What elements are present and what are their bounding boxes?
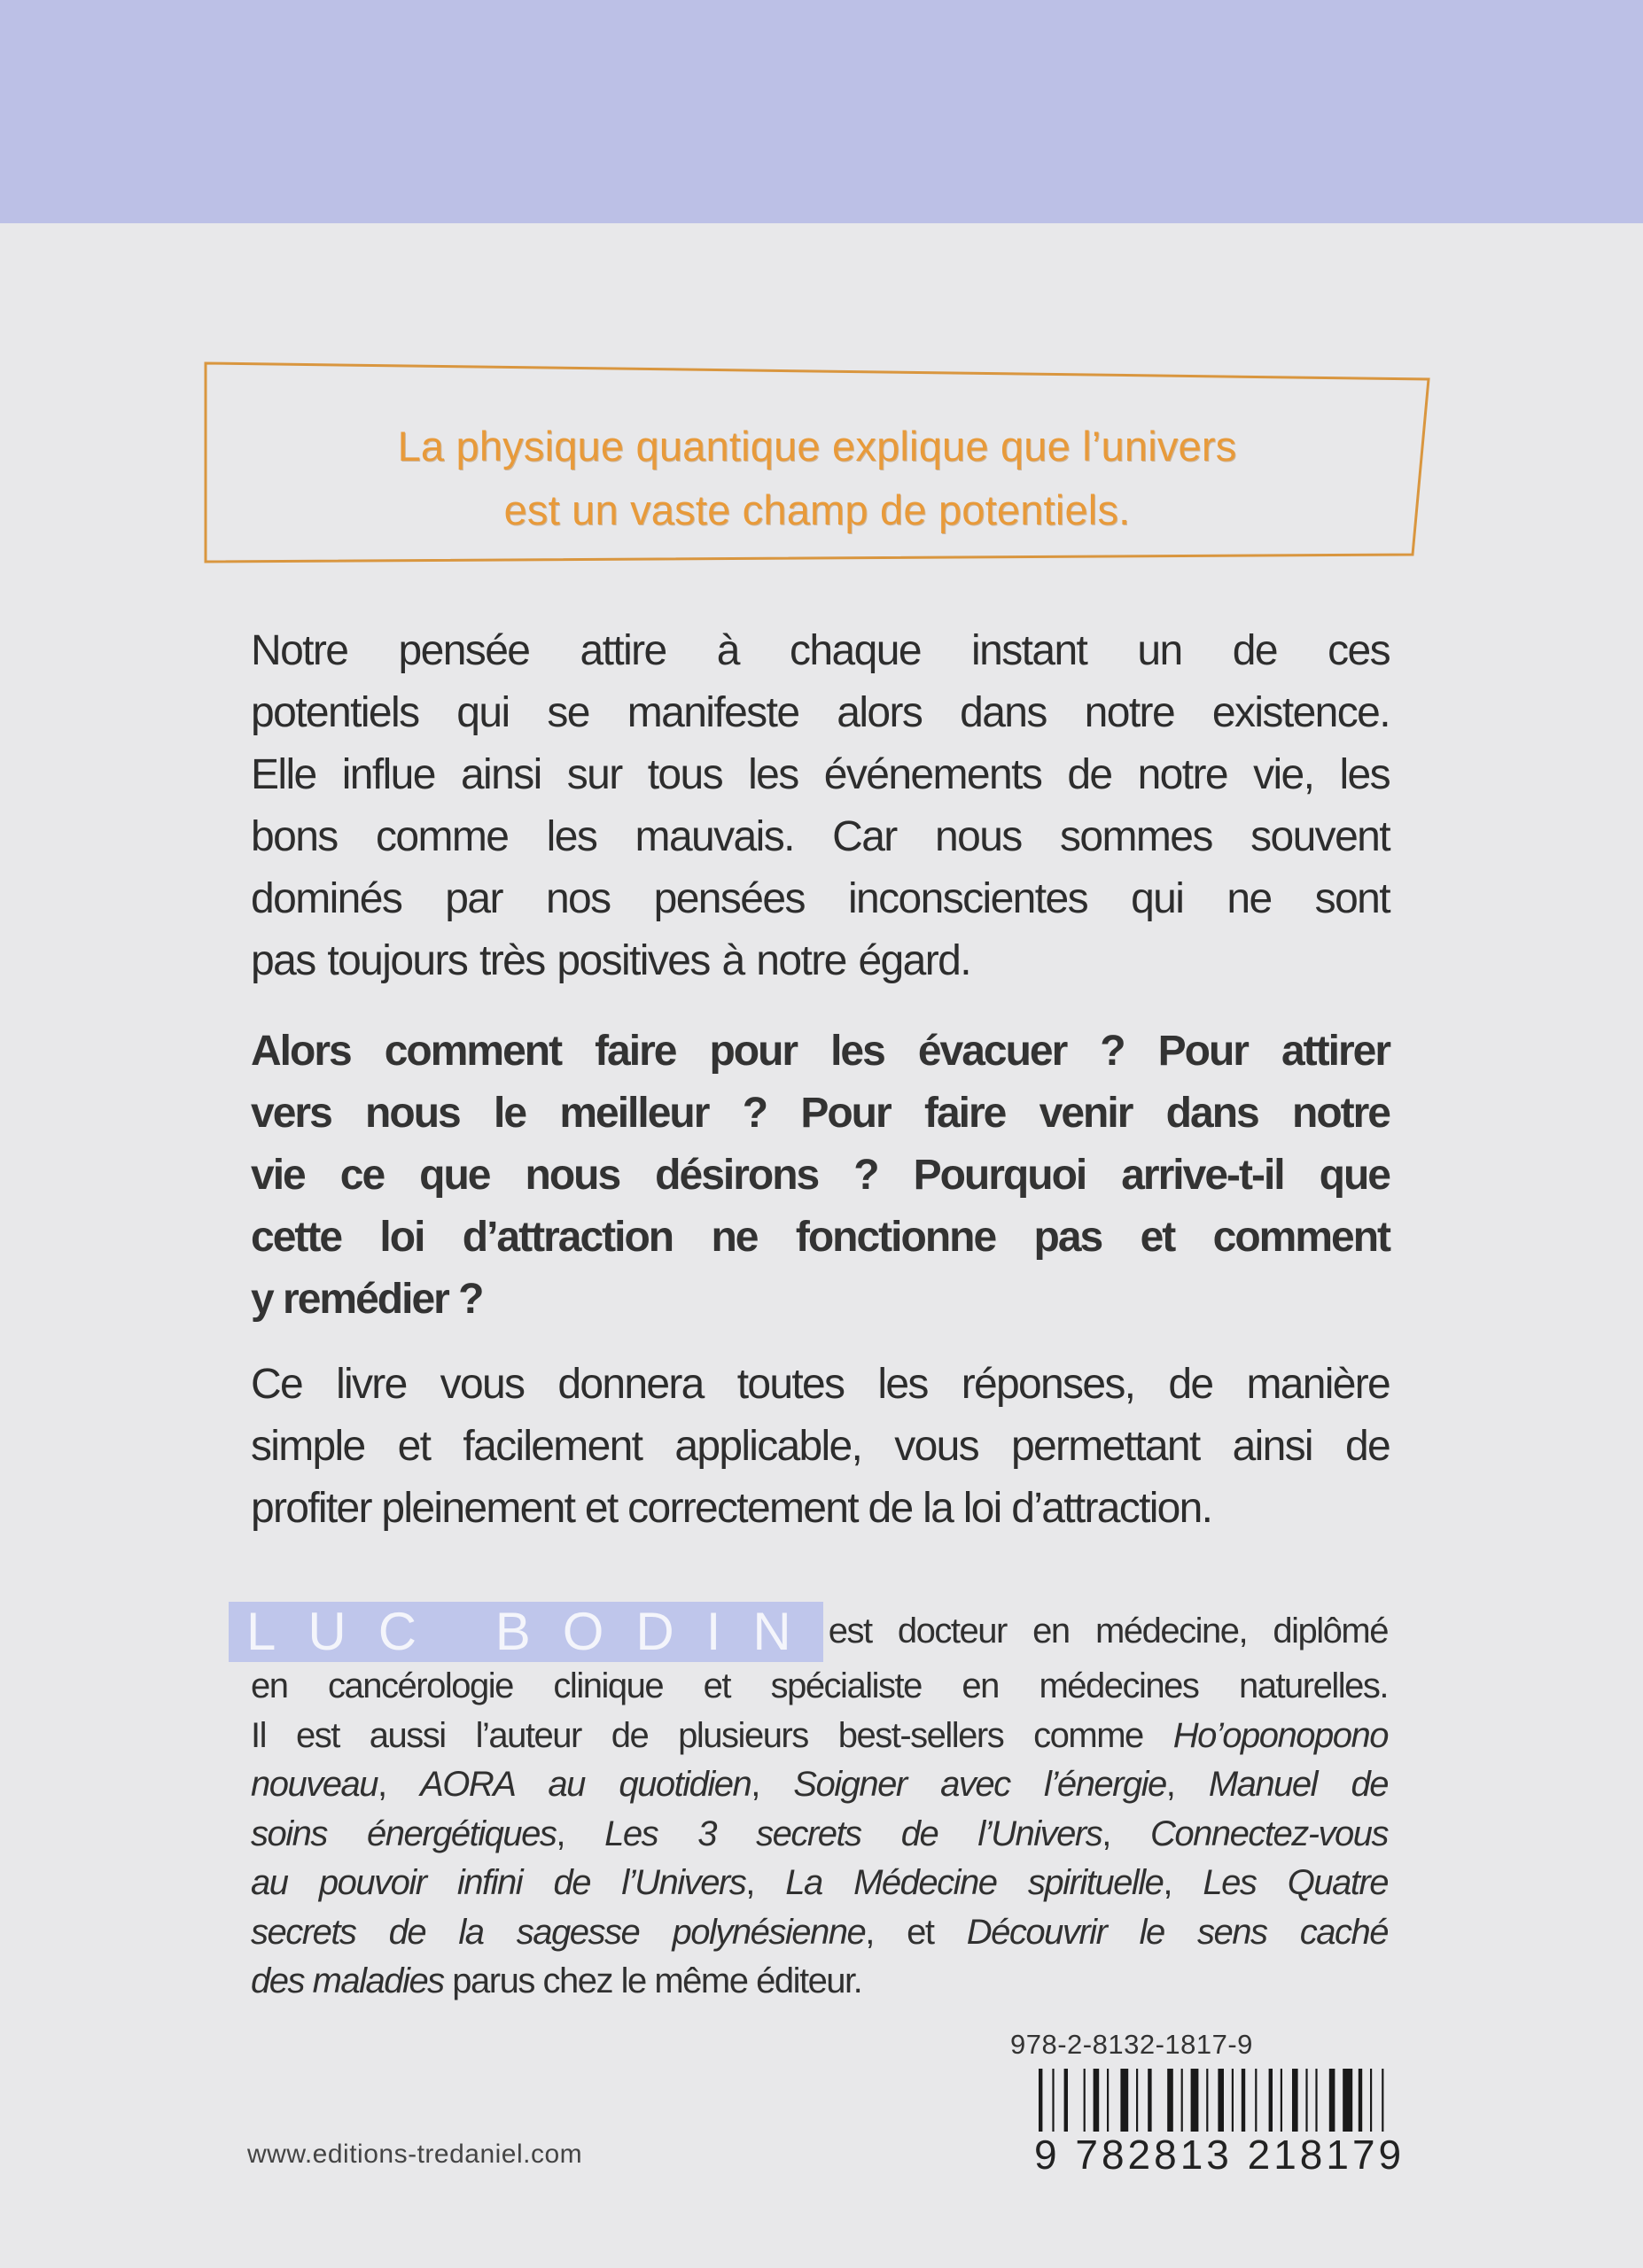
barcode-bar bbox=[1359, 2069, 1362, 2132]
barcode-bar bbox=[1094, 2069, 1100, 2132]
quote-text bbox=[206, 415, 1429, 542]
book-title: AORA au quotidien bbox=[420, 1765, 751, 1804]
barcode-digits-text: 9 782813 218179 bbox=[1034, 2132, 1406, 2178]
barcode-bar bbox=[1107, 2069, 1109, 2132]
top-color-band bbox=[0, 0, 1643, 223]
barcode-bar bbox=[1084, 2069, 1086, 2132]
barcode-bar bbox=[1255, 2069, 1257, 2132]
book-title: au pouvoir infini de l’Univers bbox=[251, 1863, 746, 1902]
text-line: y remédier ? bbox=[251, 1276, 483, 1323]
separator: , bbox=[745, 1863, 786, 1902]
barcode-bar bbox=[1292, 2069, 1298, 2132]
bio-text: est docteur en médecine, diplômé bbox=[828, 1612, 1388, 1651]
bio-text: Il est aussi l’auteur de plusieurs best-sellers comme bbox=[251, 1715, 1173, 1755]
text-line: profiter pleinement et correctement de la loi d’attraction. bbox=[251, 1485, 1212, 1532]
text-line: Elle influe ainsi sur tous les événements de notre vie, les bbox=[251, 751, 1390, 798]
barcode-bar bbox=[1281, 2069, 1282, 2132]
barcode-bar bbox=[1120, 2069, 1128, 2132]
book-title: Manuel de bbox=[1208, 1765, 1388, 1804]
book-title: Découvrir le sens caché bbox=[966, 1912, 1388, 1952]
bio-line bbox=[251, 1908, 1388, 1958]
text-line: dominés par nos pensées inconscientes qui ne sont bbox=[251, 875, 1390, 922]
barcode-bar bbox=[1305, 2069, 1307, 2132]
barcode-bar bbox=[1167, 2069, 1173, 2132]
author-name-tag: LUC BODIN bbox=[229, 1602, 823, 1662]
barcode-bar bbox=[1064, 2069, 1068, 2132]
barcode-bar bbox=[1218, 2069, 1224, 2132]
bio-line: en cancérologie clinique et spécialiste en médecines naturelles. bbox=[251, 1666, 1388, 1705]
separator: , bbox=[556, 1814, 605, 1853]
book-title: soins énergétiques bbox=[251, 1814, 557, 1853]
text-line: cette loi d’attraction ne fonctionne pas et comment bbox=[251, 1214, 1390, 1261]
text-line: simple et facilement applicable, vous permettant ainsi de bbox=[251, 1423, 1390, 1470]
separator: , bbox=[1163, 1863, 1203, 1902]
bio-text: parus chez le même éditeur. bbox=[443, 1961, 862, 2000]
bio-line bbox=[251, 1957, 1388, 2007]
barcode-bar bbox=[1136, 2069, 1138, 2132]
text-line: Alors comment faire pour les évacuer ? Pour attirer bbox=[251, 1028, 1390, 1075]
barcode-bar bbox=[1148, 2069, 1151, 2132]
quote-line: est un vaste champ de potentiels. bbox=[503, 486, 1131, 533]
book-title: Ho’oponopono bbox=[1172, 1715, 1388, 1755]
bio-line bbox=[251, 1859, 1388, 1908]
barcode-bar bbox=[1191, 2069, 1199, 2132]
barcode-digits bbox=[1032, 2131, 1405, 2179]
text-line: vie ce que nous désirons ? Pourquoi arrive-t-il que bbox=[251, 1152, 1390, 1199]
isbn-number: 978-2-8132-1817-9 bbox=[1010, 2029, 1253, 2060]
paragraph-intro bbox=[251, 620, 1390, 992]
barcode-bar bbox=[1206, 2069, 1208, 2132]
barcode-bar bbox=[1343, 2069, 1352, 2132]
book-title: La Médecine spirituelle bbox=[785, 1863, 1164, 1902]
separator: , et bbox=[865, 1912, 967, 1952]
text-line: Ce livre vous donnera toutes les réponses, de manière bbox=[251, 1361, 1390, 1408]
bio-line bbox=[251, 1712, 1388, 1761]
barcode-bar bbox=[1315, 2069, 1317, 2132]
separator: , bbox=[1102, 1814, 1150, 1853]
publisher-website: www.editions-tredaniel.com bbox=[247, 2140, 583, 2169]
separator: , bbox=[751, 1765, 794, 1804]
barcode-bar bbox=[1181, 2069, 1183, 2132]
book-title: des maladies bbox=[251, 1961, 444, 2000]
paragraph-conclusion bbox=[251, 1354, 1390, 1540]
book-title: Les 3 secrets de l’Univers bbox=[604, 1814, 1102, 1853]
separator: , bbox=[377, 1765, 421, 1804]
quote-box bbox=[206, 361, 1429, 562]
book-title: Soigner avec l’énergie bbox=[793, 1765, 1166, 1804]
text-line: pas toujours très positives à notre égard. bbox=[251, 937, 970, 984]
book-title: Les Quatre bbox=[1203, 1863, 1388, 1902]
text-line: potentiels qui se manifeste alors dans notre existence. bbox=[251, 689, 1390, 736]
text-line: Notre pensée attire à chaque instant un de ces bbox=[251, 627, 1390, 674]
book-title: nouveau bbox=[251, 1765, 378, 1804]
author-bio bbox=[246, 1602, 1389, 2007]
text-line: vers nous le meilleur ? Pour faire venir dans notre bbox=[251, 1090, 1390, 1137]
separator: , bbox=[1165, 1765, 1209, 1804]
barcode-bar bbox=[1329, 2069, 1335, 2132]
bio-line bbox=[251, 1760, 1388, 1810]
text-line: bons comme les mauvais. Car nous sommes souvent bbox=[251, 813, 1390, 860]
barcode-bar bbox=[1269, 2069, 1273, 2132]
bio-line bbox=[246, 1602, 1388, 1662]
quote-line: La physique quantique explique que l’univers bbox=[397, 423, 1237, 470]
bio-line bbox=[251, 1810, 1388, 1860]
paragraph-questions bbox=[251, 1021, 1390, 1331]
book-title: Connectez-vous bbox=[1149, 1814, 1389, 1853]
book-title: secrets de la sagesse polynésienne bbox=[251, 1912, 866, 1952]
